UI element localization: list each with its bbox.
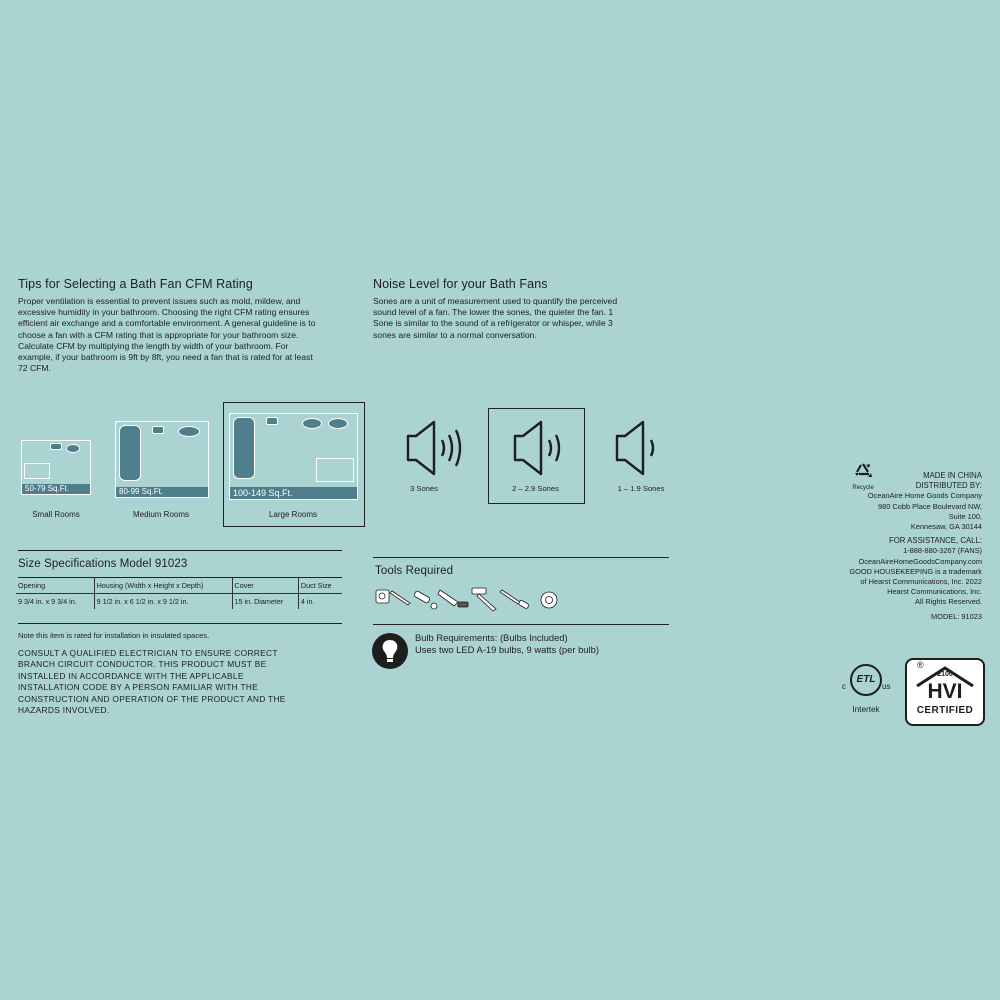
- medium-room-area: 80-99 Sq.Ft.: [116, 487, 208, 497]
- hvi-number: 2100: [937, 671, 953, 678]
- etl-intertek-logo: [842, 660, 890, 700]
- specs-title: Size Specifications Model 91023: [18, 558, 188, 570]
- company-name: OceanAire Home Goods Company: [867, 491, 982, 501]
- bulb-requirements-detail: Uses two LED A-19 bulbs, 9 watts (per bulb): [415, 644, 599, 655]
- divider: [373, 624, 669, 625]
- value-opening: 9 3/4 in. x 9 3/4 in.: [18, 597, 77, 606]
- small-room-diagram: [21, 440, 91, 495]
- screwdriver-icon: [500, 590, 529, 609]
- recycle-label: Recycle: [852, 485, 874, 491]
- address-line-2: Suite 100,: [948, 511, 982, 521]
- medium-room-diagram: [115, 421, 209, 498]
- value-housing: 9 1/2 in. x 6 1/2 in. x 9 1/2 in.: [94, 594, 232, 610]
- sink-icon: [178, 426, 200, 437]
- sones-1-label: 1 – 1.9 Sones: [617, 484, 665, 493]
- wire-stripper-icon: [414, 590, 437, 609]
- company-info: [802, 471, 982, 622]
- sink-icon-2: [328, 418, 348, 429]
- etl-logo: ETL: [850, 664, 882, 696]
- tools-row: [374, 584, 570, 614]
- website: OceanAireHomeGoodsCompany.com: [858, 556, 982, 566]
- phone-number: 1-888-880-3267 (FANS): [903, 546, 982, 556]
- bathtub-icon: [119, 425, 141, 481]
- etl-us-mark: us: [882, 682, 891, 691]
- hammer-icon: [472, 588, 496, 611]
- hvi-certified-label: CERTIFIED: [916, 705, 974, 716]
- header-cover: Cover: [232, 578, 298, 594]
- divider: [18, 623, 342, 624]
- header-housing: Housing (Width x Height x Depth): [94, 578, 232, 594]
- small-room-label: Small Rooms: [32, 510, 80, 519]
- address-line-1: 980 Cobb Place Boulevard NW,: [878, 501, 982, 511]
- table-header-row: [16, 578, 342, 594]
- large-room-diagram: [229, 413, 358, 500]
- tape-measure-icon: [376, 590, 389, 603]
- intertek-label: Intertek: [852, 705, 880, 714]
- speaker-low-icon: [613, 418, 661, 478]
- large-room-area: 100-149 Sq.Ft.: [230, 487, 357, 499]
- shower-icon: [24, 463, 50, 479]
- speaker-loud-icon: [404, 418, 468, 478]
- large-room-label: Large Rooms: [268, 510, 318, 519]
- model-number: MODEL: 91023: [931, 611, 982, 621]
- pencil-icon: [390, 591, 410, 605]
- drill-icon: [438, 590, 468, 607]
- cfm-title: Tips for Selecting a Bath Fan CFM Rating: [18, 277, 253, 291]
- hvi-registered-mark: ®: [917, 660, 924, 670]
- medium-room-label: Medium Rooms: [132, 510, 189, 519]
- divider: [373, 557, 669, 558]
- small-room-area: 50-79 Sq.Ft.: [22, 484, 90, 494]
- bulb-requirements: [415, 632, 599, 656]
- trademark-line-1: GOOD HOUSEKEEPING is a trademark: [849, 566, 982, 576]
- etl-c-mark: c: [842, 682, 846, 691]
- bulb-requirements-title: Bulb Requirements: (Bulbs Included): [415, 632, 568, 643]
- specs-table: [16, 578, 342, 609]
- insulation-note: Note this item is rated for installation in insulated spaces.: [18, 631, 210, 640]
- value-duct: 4 in.: [298, 594, 342, 610]
- distributed-by: DISTRIBUTED BY:: [915, 481, 982, 491]
- made-in: MADE IN CHINA: [923, 471, 982, 480]
- header-opening: Opening: [16, 578, 94, 594]
- divider: [18, 550, 342, 551]
- sones-2-label: 2 – 2.9 Sones: [512, 484, 559, 493]
- address-line-3: Kennesaw, GA 30144: [910, 522, 982, 532]
- cfm-description: Proper ventilation is essential to prevent issues such as mold, mildew, and excessive humidity in your bathroom. Choosing the right CFM rating ensures efficient air exchange and a comfortable environment. A general guideline is to choose a fan with a CFM rating that is appropriate for your bathroom size. Calculate CFM by multiplying the length by width of your bathroom. For example, if your bathroom is 9ft by 8ft, you need a fan that is rated for at least 72 CFM.: [18, 296, 316, 374]
- speaker-medium-icon: [511, 418, 567, 478]
- trademark-line-2: of Hearst Communications, Inc. 2022: [860, 577, 982, 587]
- electrical-tape-icon: [541, 592, 557, 608]
- trademark-line-3: Hearst Communications, Inc.: [887, 587, 982, 597]
- sones-3-label: 3 Sones: [410, 484, 438, 493]
- electrician-warning: CONSULT A QUALIFIED ELECTRICIAN TO ENSURE CORRECT BRANCH CIRCUIT CONDUCTOR. THIS PRODUCT MUST BE INSTALLED IN ACCORDANCE WITH THE APPLICABLE INSTALLATION CODE BY A PERSON FAMILIAR WITH THE CONSTRUCTION AND OPERATION OF THE PRODUCT AND THE HAZARDS INVOLVED.: [18, 648, 286, 716]
- table-row: [16, 594, 342, 610]
- sink-icon: [66, 444, 80, 453]
- hvi-certified-logo: [905, 658, 985, 726]
- assistance-label: FOR ASSISTANCE, CALL:: [888, 536, 982, 546]
- bathtub-icon: [233, 417, 255, 479]
- bulb-icon: [371, 632, 409, 670]
- hvi-name: HVI: [927, 680, 963, 703]
- header-duct: Duct Size: [298, 578, 342, 594]
- value-cover: 15 in. Diameter: [232, 594, 298, 610]
- shower-icon: [316, 458, 354, 482]
- noise-title: Noise Level for your Bath Fans: [373, 277, 548, 291]
- sink-icon: [302, 418, 322, 429]
- noise-description: Sones are a unit of measurement used to quantify the perceived sound level of a fan. The lower the sones, the quieter the fan. 1 Sone is similar to the sound of a refrigerator or whisper, while 3 sones are similar to a normal conversation.: [373, 296, 618, 340]
- toilet-icon: [266, 417, 278, 425]
- toilet-icon: [152, 426, 164, 434]
- tools-title: Tools Required: [375, 565, 454, 577]
- toilet-icon: [50, 443, 62, 450]
- trademark-line-4: All Rights Reserved.: [915, 597, 982, 607]
